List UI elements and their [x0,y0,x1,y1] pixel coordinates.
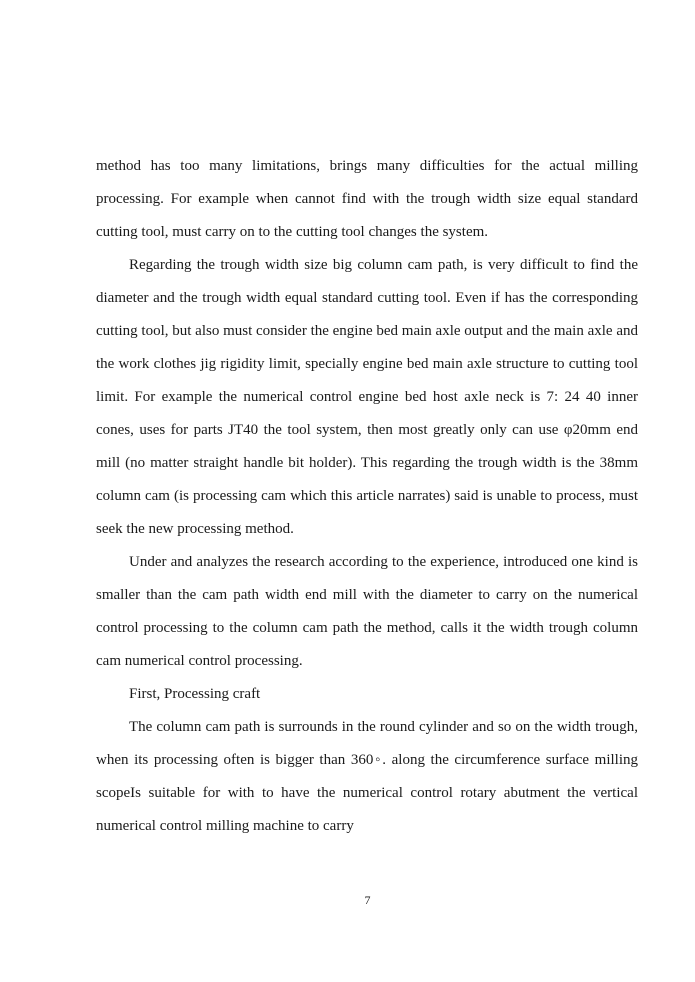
section-heading-processing-craft: First, Processing craft [129,686,261,702]
body-text [96,150,638,843]
paragraph-cutting-tool: Regarding the trough width size big column cam path, is very difficult to find the diameter and the trough width equal standard cutting tool. Even if has the corresponding cutting tool, but also must consider the engine bed main axle output and the main axle and the work clothes jig rigidity limit, specially engine bed main axle structure to cutting tool limit. For example the numerical control engine bed host axle neck is 7: 24 40 inner cones, uses for parts JT40 the tool system, then most greatly only can use φ20mm end mill (no matter straight handle bit holder). This regarding the trough width is the 38mm column cam (is processing cam which this article narrates) said is unable to process, must seek the new processing method. [96,257,638,537]
paragraph-method-intro: Under and analyzes the research according to the experience, introduced one kind is smaller than the cam path width end mill with the diameter to carry on the numerical control processing to the column cam path the method, calls it the width trough column cam numerical control processing. [96,554,638,669]
page-number: 7 [364,893,371,907]
paragraph-continuation: method has too many limitations, brings many difficulties for the actual milling processing. For example when cannot find with the trough width size equal standard cutting tool, must carry on to the cutting tool changes the system. [96,158,638,240]
paragraph-cam-path: The column cam path is surrounds in the round cylinder and so on the width trough, when its processing often is bigger than 360◦. along the circumference surface milling scopeIs suitable for with to have the numerical control rotary abutment the vertical numerical control milling machine to carry [96,719,638,834]
